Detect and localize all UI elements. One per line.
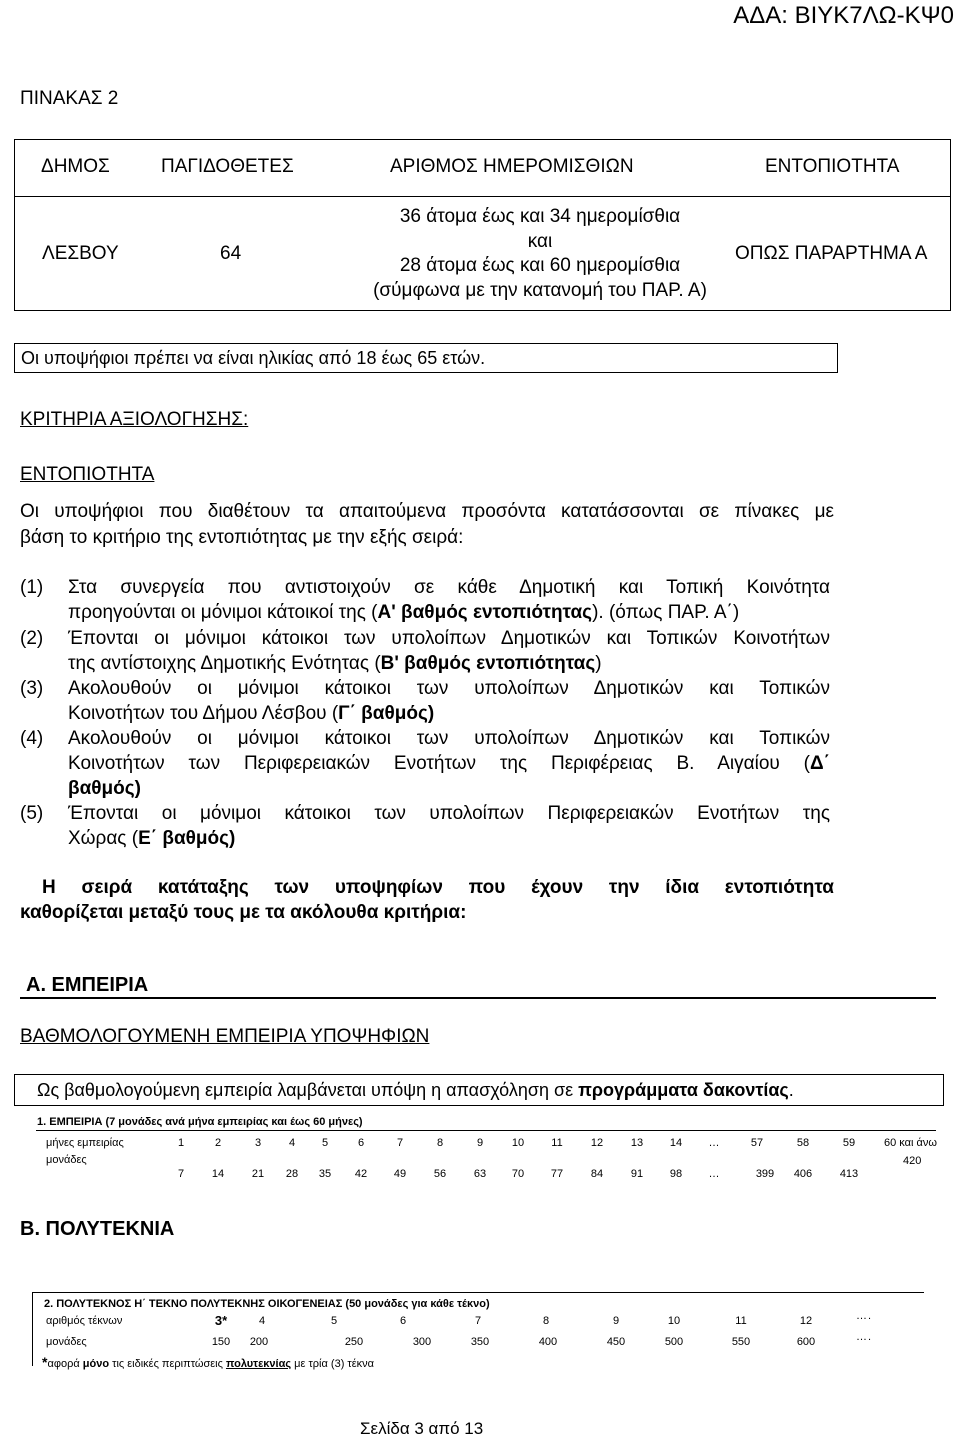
unit-cell: 21: [251, 1168, 265, 1180]
table-divider: [15, 196, 950, 197]
unit-cell: 56: [433, 1168, 447, 1180]
poly-unit-cell: 250: [344, 1336, 364, 1348]
month-cell: 13: [630, 1137, 644, 1149]
unit-cell: 98: [669, 1168, 683, 1180]
cell-hmeromisthia: [345, 205, 735, 303]
poly-unit-cell: 500: [664, 1336, 684, 1348]
month-cell: 11: [551, 1137, 563, 1149]
poly-unit-cell: 550: [731, 1336, 751, 1348]
units-label: μονάδες: [46, 1154, 87, 1166]
intro-line-2: βάση το κριτήριο της εντοπιότητας με την εξής σειρά:: [20, 527, 464, 548]
poly-unit-cell: 150: [211, 1336, 231, 1348]
header-dimos: ΔΗΜΟΣ: [41, 156, 110, 177]
month-cell: 3: [254, 1137, 262, 1149]
children-cell: 9: [612, 1315, 620, 1327]
experience-note: [14, 1074, 944, 1106]
unit-cell: 84: [590, 1168, 604, 1180]
polyteknia-footnote: [42, 1354, 374, 1370]
footnote-text: αφορά: [47, 1358, 83, 1370]
unit-cell: 91: [630, 1168, 644, 1180]
children-cell: 4: [258, 1315, 266, 1327]
poly-unit-cell: 350: [470, 1336, 490, 1348]
footnote-star: *: [42, 1354, 48, 1370]
footnote-text: τις ειδικές περιπτώσεις: [109, 1358, 226, 1370]
cell-entopiotita: ΟΠΩΣ ΠΑΡΑΡΤΗΜΑ Α: [735, 243, 928, 264]
section-a-heading: Α. ΕΜΠΕΙΡΙΑ: [26, 974, 149, 996]
unit-cell: 77: [550, 1168, 564, 1180]
hmeromisthia-line: και: [527, 230, 553, 252]
poly-unit-cell: 400: [538, 1336, 558, 1348]
month-cell: 14: [669, 1137, 683, 1149]
month-cell: 9: [476, 1137, 484, 1149]
month-cell: 59: [842, 1137, 856, 1149]
criterion-2-line-2: [68, 653, 830, 675]
criterion-text: της αντίστοιχης Δημοτικής Ενότητας (: [68, 653, 381, 674]
criterion-text: ): [595, 653, 602, 674]
children-label: αριθμός τέκνων: [46, 1315, 123, 1327]
children-cell: 11: [735, 1315, 747, 1327]
ranking-note-line-2: καθορίζεται μεταξύ τους με τα ακόλουθα κριτήρια:: [20, 902, 467, 923]
intro-line-1: Οι υποψήφιοι που διαθέτουν τα απαιτούμενα προσόντα κατατάσσονται σε πίνακες με: [20, 501, 834, 522]
criterion-3-line-2: [68, 703, 830, 725]
hmeromisthia-line: 28 άτομα έως και 60 ημερομίσθια: [399, 255, 681, 276]
month-cell: 12: [590, 1137, 604, 1149]
criterion-grade: Ε΄ βαθμός): [138, 828, 236, 849]
poly-unit-cell: 600: [796, 1336, 816, 1348]
criterion-4-line-1: Ακολουθούν οι μόνιμοι κάτοικοι των υπολοίπων Δημοτικών και Τοπικών: [68, 728, 830, 749]
criterion-text: Χώρας (: [68, 828, 139, 849]
poly-units-label: μονάδες: [46, 1336, 87, 1348]
table-title: ΠΙΝΑΚΑΣ 2: [20, 88, 119, 109]
criterion-number: (1): [20, 577, 44, 598]
criterion-3-line-1: Ακολουθούν οι μόνιμοι κάτοικοι των υπολοίπων Δημοτικών και Τοπικών: [68, 678, 830, 699]
children-cell: 7: [474, 1315, 482, 1327]
children-cell: 3*: [214, 1313, 228, 1328]
ada-code: ΑΔΑ: ΒΙΥΚ7ΛΩ-ΚΨ0: [733, 2, 954, 29]
criterion-number: (4): [20, 728, 44, 749]
criterion-number: (5): [20, 803, 44, 824]
month-cell: 6: [357, 1137, 365, 1149]
month-cell: …: [708, 1137, 720, 1149]
month-cell: 7: [396, 1137, 404, 1149]
experience-table-title-number: 1. ΕΜΠΕΙΡΙΑ: [37, 1116, 103, 1128]
children-cell: 8: [542, 1315, 550, 1327]
criterion-5-line-2: [68, 828, 830, 850]
experience-note-bold: προγράμματα δακοντίας: [578, 1080, 789, 1100]
month-cell: 58: [796, 1137, 810, 1149]
footnote-bold-underlined: πολυτεκνίας: [225, 1358, 292, 1370]
poly-unit-cell: 450: [606, 1336, 626, 1348]
hmeromisthia-line: (σύμφωνα με την κατανομή του ΠΑΡ. Α): [373, 279, 707, 301]
unit-cell: …: [708, 1168, 720, 1180]
criterion-2-line-1: Έπονται οι μόνιμοι κάτοικοι των υπολοίπων Δημοτικών και Τοπικών Κοινοτήτων: [68, 628, 830, 649]
header-entopiotita: ΕΝΤΟΠΙΟΤΗΤΑ: [765, 156, 900, 177]
criterion-text: προηγούνται οι μόνιμοι κάτοικοί της (: [68, 602, 378, 623]
header-hmeromisthia: ΑΡΙΘΜΟΣ ΗΜΕΡΟΜΙΣΘΙΩΝ: [390, 156, 634, 177]
criterion-text: Κοινοτήτων των Περιφερειακών Ενοτήτων της Περιφέρειας Β. Αιγαίου (: [68, 753, 811, 774]
unit-cell: 14: [211, 1168, 225, 1180]
children-cell: 5: [330, 1315, 338, 1327]
month-cell: 10: [511, 1137, 525, 1149]
page-footer: Σελίδα 3 από 13: [360, 1419, 484, 1438]
unit-cell: 399: [755, 1168, 775, 1180]
age-note: Οι υποψήφιοι πρέπει να είναι ηλικίας από 18 έως 65 ετών.: [14, 343, 838, 373]
cell-pagidothetes: 64: [220, 243, 242, 264]
month-cell: 60 και άνω: [884, 1137, 937, 1149]
ranking-note-line-1: Η σειρά κατάταξης των υποψηφίων που έχουν την ίδια εντοπιότητα: [42, 877, 834, 898]
criterion-number: (3): [20, 678, 44, 699]
criterion-grade: Β' βαθμός εντοπιότητας: [380, 653, 596, 674]
criterion-number: (2): [20, 628, 44, 649]
criterion-grade: Δ΄: [810, 753, 830, 774]
section-a-rule: [20, 997, 936, 999]
criterion-5-line-1: Έπονται οι μόνιμοι κάτοικοι των υπολοίπων Περιφερειακών Ενοτήτων της: [68, 803, 830, 824]
hmeromisthia-line: 36 άτομα έως και 34 ημερομίσθια: [399, 206, 681, 227]
criterion-text: ). (όπως ΠΑΡ. Α΄): [592, 602, 740, 623]
poly-unit-cell: 300: [412, 1336, 432, 1348]
footnote-bold: μόνο: [82, 1358, 110, 1370]
criterion-4-line-2: [68, 753, 830, 775]
criterion-1-line-1: Στα συνεργεία που αντιστοιχούν σε κάθε Δημοτική και Τοπική Κοινότητα: [68, 577, 830, 598]
unit-cell: 42: [354, 1168, 368, 1180]
unit-cell: 70: [511, 1168, 525, 1180]
criteria-heading: ΚΡΙΤΗΡΙΑ ΑΞΙΟΛΟΓΗΣΗΣ:: [20, 409, 249, 430]
month-cell: 4: [288, 1137, 296, 1149]
month-cell: 57: [750, 1137, 764, 1149]
header-pagidothetes: ΠΑΓΙΔΟΘΕΤΕΣ: [161, 156, 294, 177]
poly-units-ellipsis: ….: [856, 1331, 873, 1343]
month-cell: 5: [321, 1137, 329, 1149]
children-cell: 6: [399, 1315, 407, 1327]
children-cell: 12: [799, 1315, 813, 1327]
criterion-4-line-3: βαθμός): [68, 778, 141, 799]
unit-cell: 49: [393, 1168, 407, 1180]
unit-cell: 28: [285, 1168, 299, 1180]
section-a-subheading: ΒΑΘΜΟΛΟΓΟΥΜΕΝΗ ΕΜΠΕΙΡΙΑ ΥΠΟΨΗΦΙΩΝ: [20, 1026, 430, 1047]
month-cell: 8: [436, 1137, 444, 1149]
unit-cell: 35: [318, 1168, 332, 1180]
children-ellipsis: ….: [856, 1310, 873, 1322]
months-label: μήνες εμπειρίας: [46, 1137, 124, 1149]
experience-table-title: [37, 1116, 363, 1128]
children-cell: 10: [667, 1315, 681, 1327]
unit-cell: 406: [793, 1168, 813, 1180]
experience-note-end: .: [788, 1080, 794, 1100]
experience-table-title-rest: (7 μονάδες ανά μήνα εμπειρίας και έως 60 μήνες): [105, 1116, 363, 1128]
positions-table: [14, 139, 951, 311]
section-b-heading: Β. ΠΟΛΥΤΕΚΝΙΑ: [20, 1218, 175, 1240]
unit-cell: 63: [473, 1168, 487, 1180]
poly-unit-cell: 200: [249, 1336, 269, 1348]
experience-table-rule: [36, 1130, 936, 1131]
criterion-grade: Α' βαθμός εντοπιότητας: [377, 602, 593, 623]
criterion-text: Κοινοτήτων του Δήμου Λέσβου (: [68, 703, 339, 724]
polyteknia-table-title: 2. ΠΟΛΥΤΕΚΝΟΣ Η΄ ΤΕΚΝΟ ΠΟΛΥΤΕΚΝΗΣ ΟΙΚΟΓΕΝΕΙΑΣ (50 μονάδες για κάθε τέκνο): [44, 1298, 490, 1310]
month-cell: 2: [214, 1137, 222, 1149]
month-cell: 1: [177, 1137, 185, 1149]
experience-note-text: Ως βαθμολογούμενη εμπειρία λαμβάνεται υπόψη η απασχόληση σε: [37, 1080, 579, 1100]
criterion-1-line-2: [68, 602, 830, 624]
last-units-cell: 420: [903, 1155, 922, 1167]
cell-dimos: ΛΕΣΒΟΥ: [42, 243, 119, 264]
entopiotita-heading: ΕΝΤΟΠΙΟΤΗΤΑ: [20, 464, 155, 485]
unit-cell: 413: [839, 1168, 859, 1180]
criterion-grade: Γ΄ βαθμός): [338, 703, 435, 724]
footnote-text: με τρία (3) τέκνα: [291, 1358, 375, 1370]
unit-cell: 7: [177, 1168, 185, 1180]
